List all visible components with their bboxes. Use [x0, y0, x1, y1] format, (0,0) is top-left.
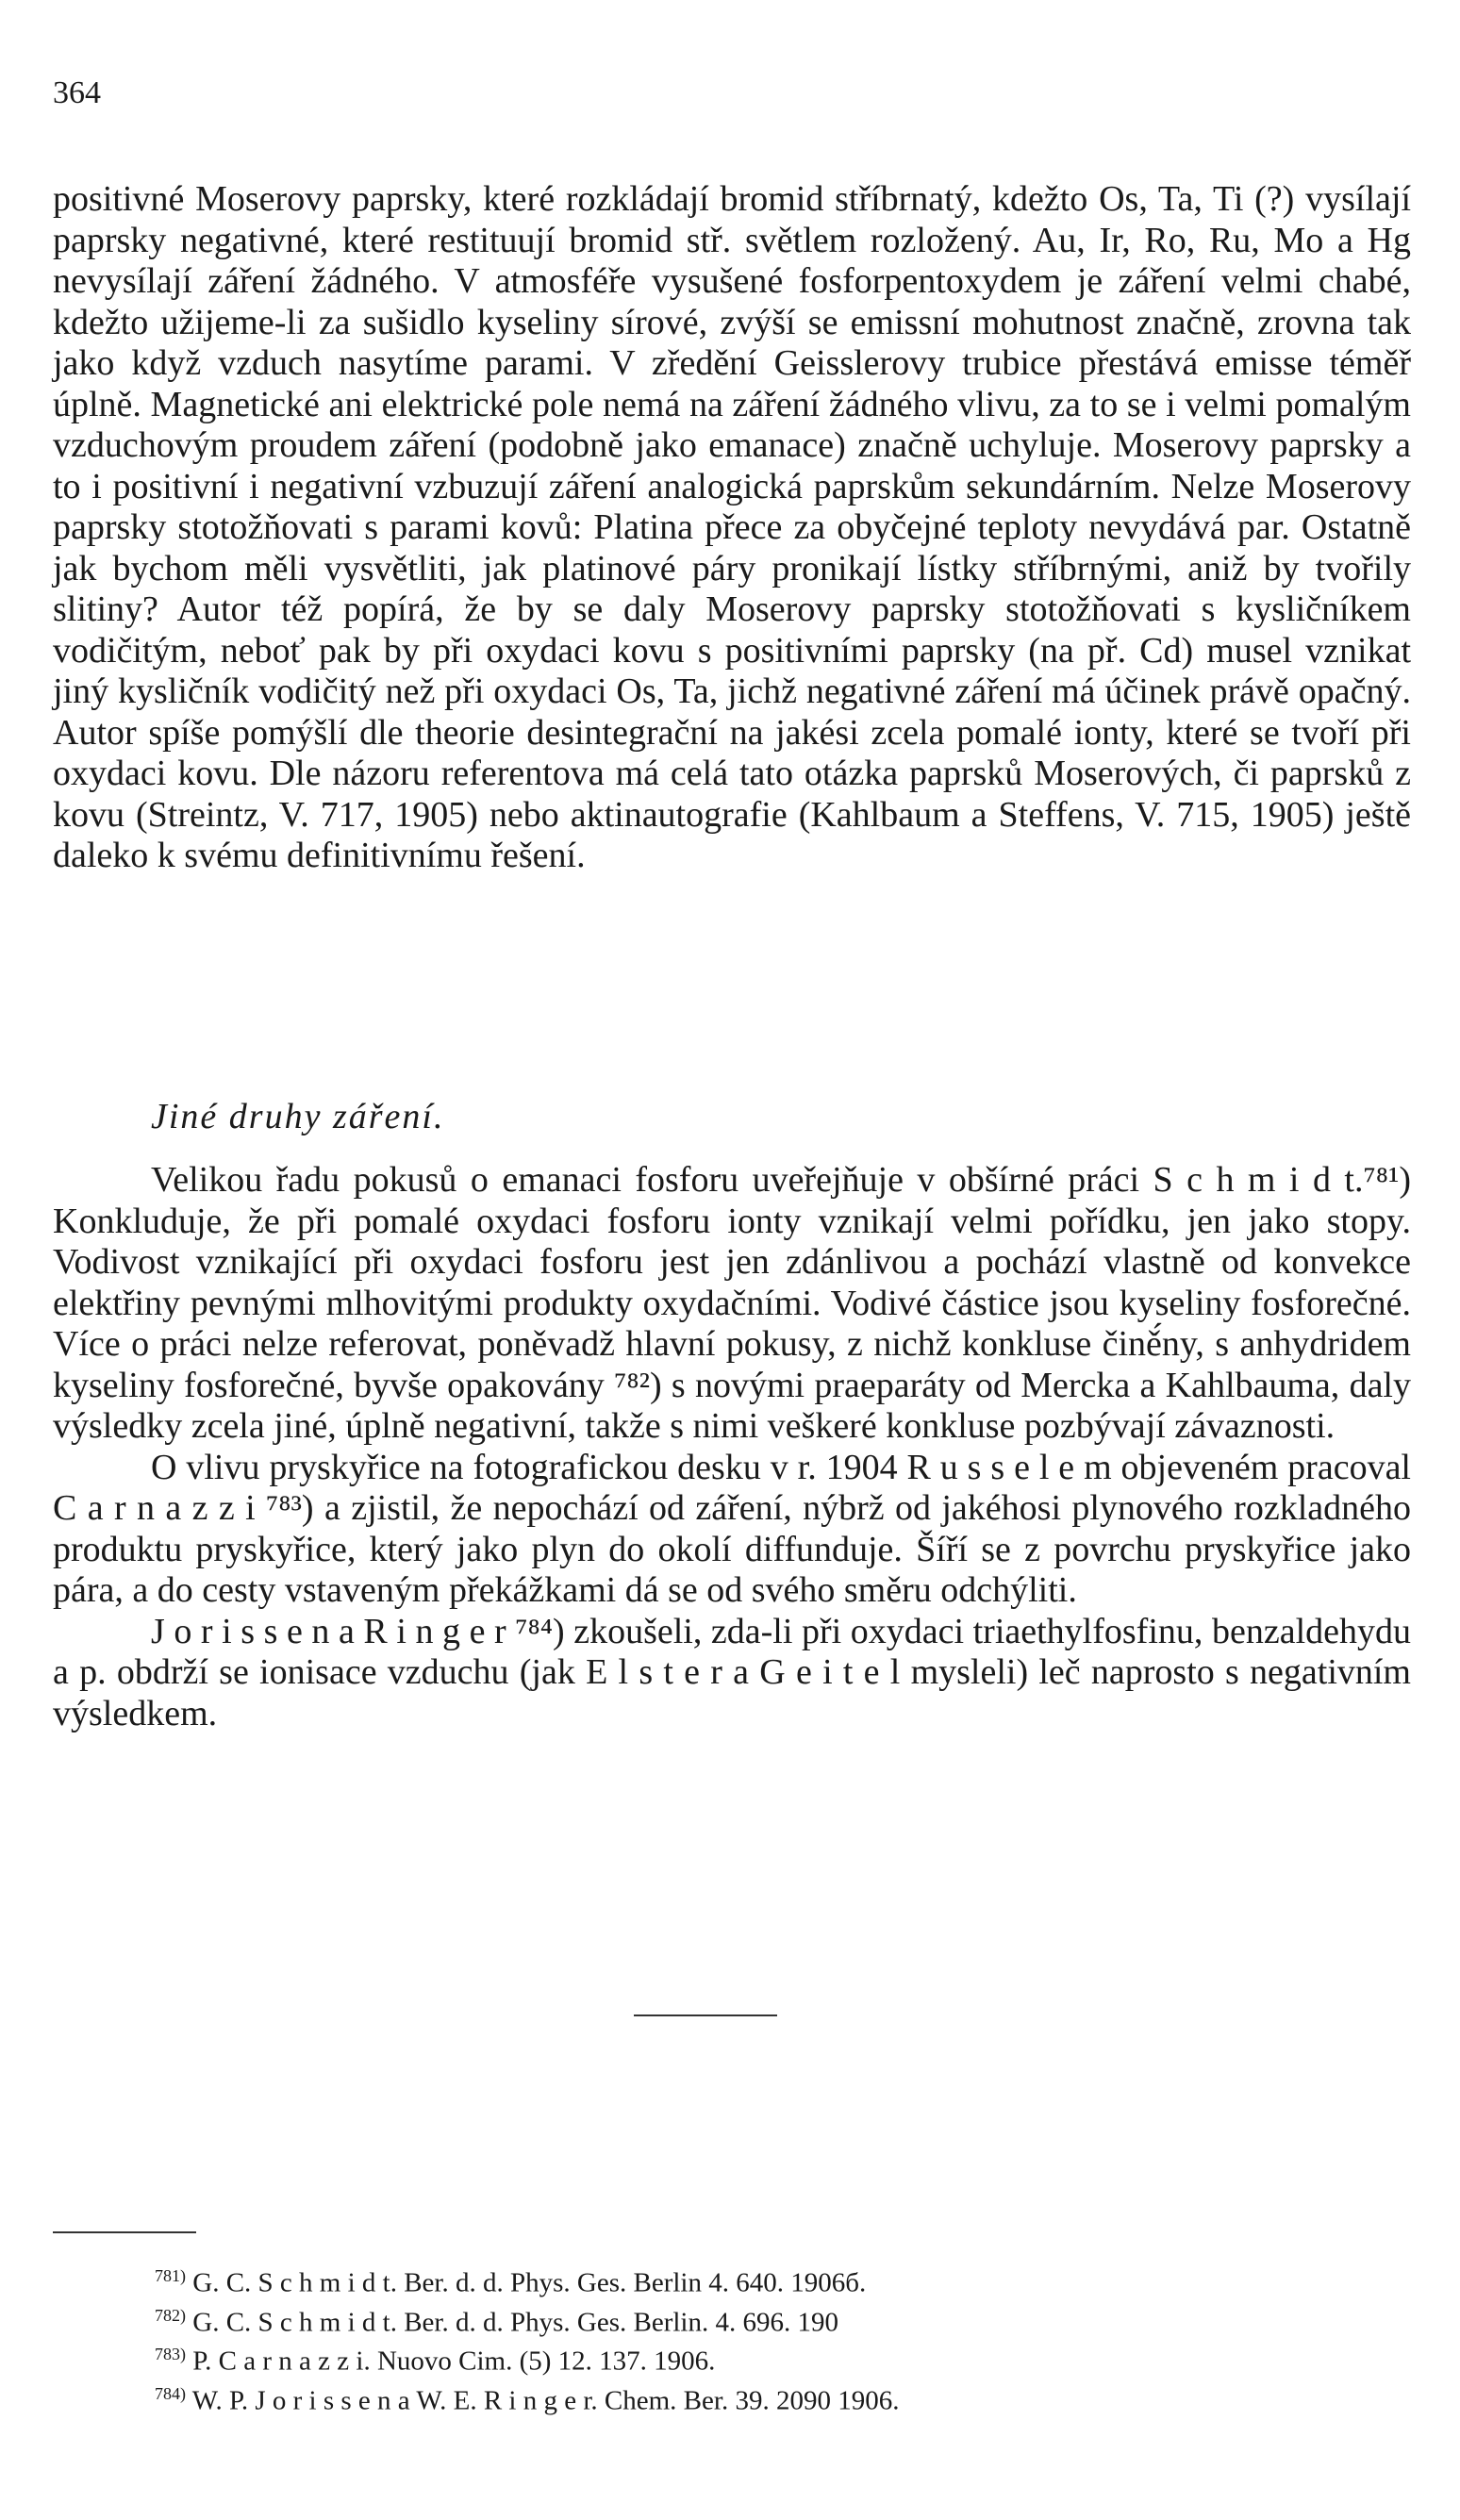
- footnote-text: G. C. S c h m i d t. Ber. d. d. Phys. Ges. Berlin. 4. 696. 190: [192, 2307, 838, 2338]
- section-heading: Jiné druhy záření.: [151, 1097, 445, 1136]
- page-number: 364: [53, 75, 101, 110]
- footnote-mark: 781): [155, 2266, 186, 2285]
- footnote-mark: 784): [155, 2383, 186, 2403]
- footnote-text: W. P. J o r i s s e n a W. E. R i n g e r. Chem. Ber. 39. 2090 1906.: [191, 2385, 900, 2416]
- footnote-text: P. C a r n a z z i. Nuovo Cim. (5) 12. 137. 1906.: [192, 2346, 716, 2377]
- paragraph: Velikou řadu pokusů o emanaci fosforu uveřejňuje v obšírné práci S c h m i d t.⁷⁸¹) Konkluduje, že při pomalé oxydaci fosforu ionty vznikají velmi pořídku, jen jako stopy. Vodivost vznikající při oxydaci fosforu jest jen zdánlivou a pochází vlastně od konvekce elektřiny pevnými mlhovitými produkty oxydačními. Vodivé částice jsou kyseliny fosforečné. Více o práci nelze referovat, poněvadž hlavní pokusy, z nichž konkluse čině́ny, s anhydridem kyseliny fosforečné, byvše opakovány ⁷⁸²) s novými praeparáty od Mercka a Kahlbauma, daly výsledky zcela jiné, úplně negativní, takže s nimi veškeré konkluse pozbývají závaznosti.: [53, 1160, 1411, 1446]
- footnote: [155, 2378, 1381, 2417]
- footnote-text: G. C. S c h m i d t. Ber. d. d. Phys. Ges. Berlin 4. 640. 1906б.: [192, 2267, 867, 2298]
- section-text: [53, 1160, 1411, 1734]
- main-text: [53, 179, 1411, 877]
- footnotes: [155, 2260, 1381, 2417]
- paragraph: J o r i s s e n a R i n g e r ⁷⁸⁴) zkoušeli, zda-li při oxydaci triaethylfosfinu, benzaldehydu a p. obdrží se ionisace vzduchu (jak E l s t e r a G e i t e l mysleli) leč naprosto s negativním výsledkem.: [53, 1611, 1411, 1733]
- footnote-divider: [53, 2231, 196, 2233]
- paragraph: positivné Moserovy paprsky, které rozkládají bromid stříbrnatý, kdežto Os, Ta, Ti (?) vysílají paprsky negativné, které restituují bromid stř. světlem rozložený. Au, Ir, Ro, Ru, Mo a Hg nevysílají záření žádného. V atmosféře vysušené fosforpentoxydem je záření velmi chabé, kdežto užijeme-li za sušidlo kyseliny sírové, zvýší se emissní mohutnost značně, zrovna tak jako když vzduch nasytíme parami. V zředění Geisslerovy trubice přestává emisse téměř úplně. Magnetické ani elektrické pole nemá na záření žádného vlivu, za to se i velmi pomalým vzduchovým proudem záření (podobně jako emanace) značně uchyluje. Moserovy paprsky a to i positivní i negativní vzbuzují záření analogická paprskům sekundárním. Nelze Moserovy paprsky stotožňovati s parami kovů: Platina přece za obyčejné teploty nevydává par. Ostatně jak bychom měli vysvětliti, jak platinové páry pronikají lístky stříbrnými, aniž by tvořily slitiny? Autor též popírá, že by se daly Moserovy paprsky stotožňovati s kysličníkem vodičitým, neboť pak by při oxydaci kovu s positivními paprsky (na př. Cd) musel vznikat jiný kysličník vodičitý než při oxydaci Os, Ta, jichž negativné záření má účinek právě opačný. Autor spíše pomýšlí dle theorie desintegrační na jakési zcela pomalé ionty, které se tvoří při oxydaci kovu. Dle názoru referentova má celá tato otázka paprsků Moserových, či paprsků z kovu (Streintz, V. 717, 1905) nebo aktinautografie (Kahlbaum a Steffens, V. 715, 1905) ještě daleko k svému definitivnímu řešení.: [53, 179, 1411, 875]
- section-divider: [634, 2014, 777, 2016]
- footnote: [155, 2260, 1381, 2299]
- footnote: [155, 2338, 1381, 2378]
- paragraph: O vlivu pryskyřice na fotografickou desku v r. 1904 R u s s e l e m objeveném pracoval C a r n a z z i ⁷⁸³) a zjistil, že nepochází od záření, nýbrž od jakéhosi plynového rozkladného produktu pryskyřice, který jako plyn do okolí diffunduje. Šíří se z povrchu pryskyřice jako pára, a do cesty vstaveným překážkami dá se od svého směru odchýliti.: [53, 1447, 1411, 1610]
- footnote: [155, 2299, 1381, 2339]
- footnote-mark: 783): [155, 2345, 186, 2364]
- footnote-mark: 782): [155, 2305, 186, 2325]
